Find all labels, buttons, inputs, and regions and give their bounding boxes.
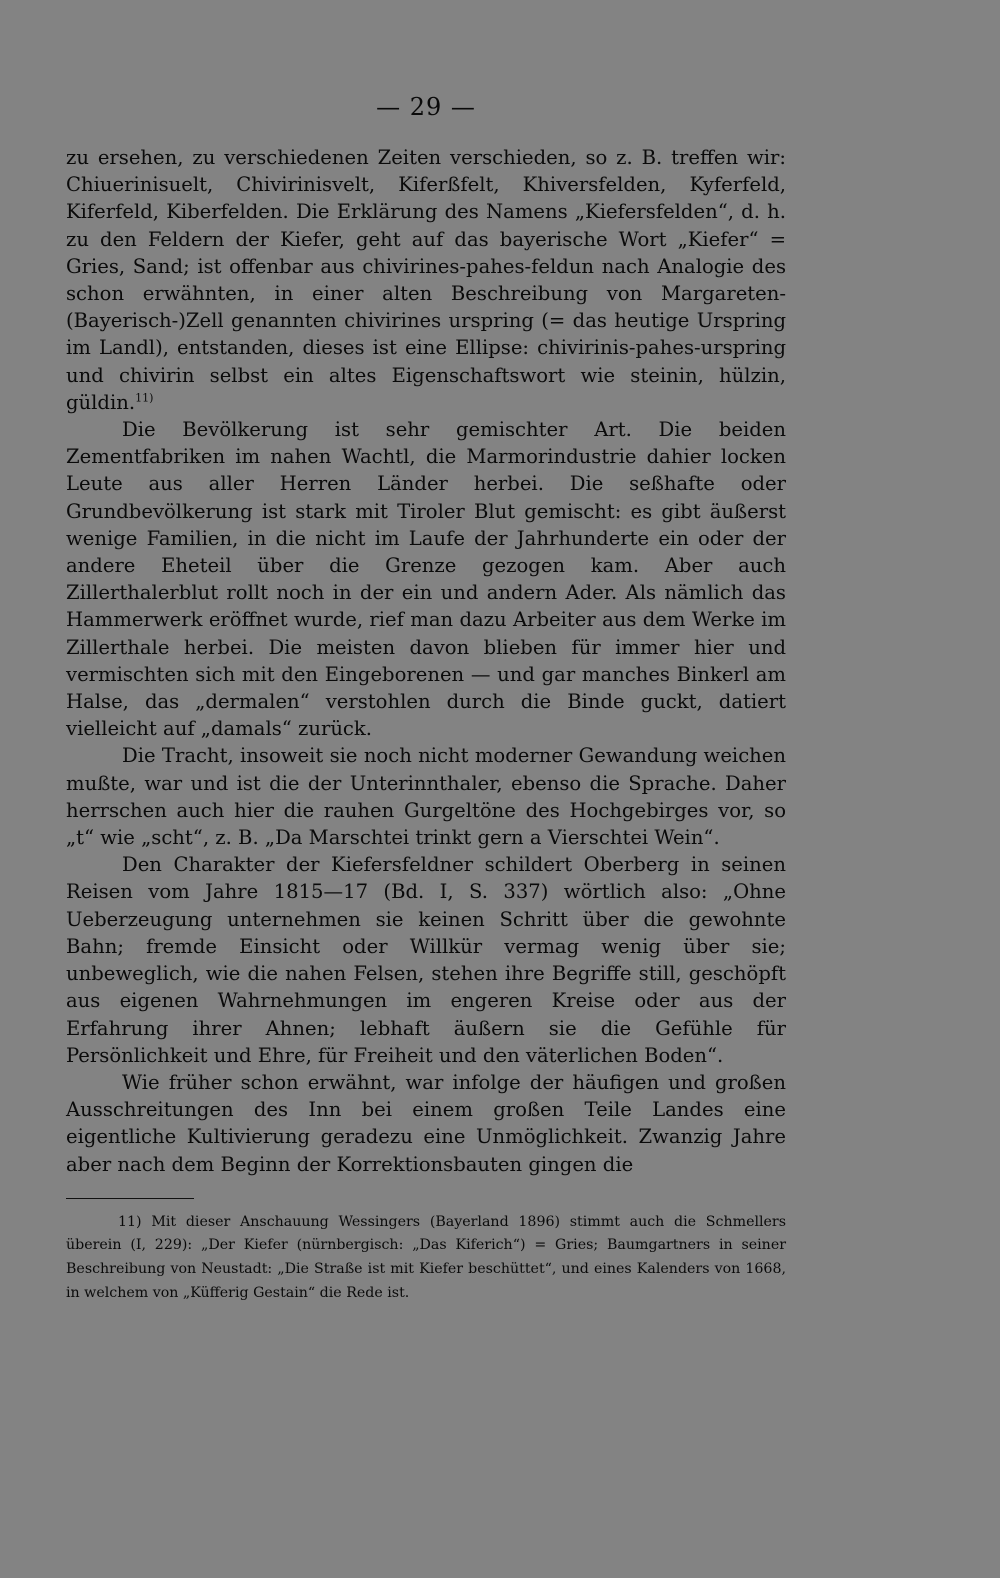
paragraph-1-text: zu ersehen, zu verschiedenen Zeiten verschieden, so z. B. treffen wir: Chiuerinisuelt, Chivirinisvelt, Kiferßfelt, Khiversfelden, Kyferfeld, Kiferfeld, Kiberfelden. Die Erklärung des Namens „Kiefersfelden“, d. h. zu den Feldern der Kiefer, geht auf das bayerische Wort „Kiefer“ = Gries, Sand; ist offenbar aus chivirines-pahes-feldun nach Analogie des schon erwähnten, in einer alten Beschreibung von Margareten-(Bayerisch-)Zell genannten chivirines urspring (= das heutige Urspring im Landl), entstanden, dieses ist eine Ellipse: chivirinis-pahes-urspring und chivirin selbst ein altes Eigenschaftswort wie steinin, hülzin, güldin.	[66, 146, 786, 414]
book-page	[66, 92, 786, 1305]
footnote-reference: 11)	[135, 391, 154, 405]
paragraph-5: Wie früher schon erwähnt, war infolge der häufigen und großen Ausschreitungen des Inn bei einem großen Teile Landes eine eigentliche Kultivierung geradezu eine Unmöglichkeit. Zwanzig Jahre aber nach dem Beginn der Korrektionsbauten gingen die	[66, 1070, 786, 1176]
paragraph-1	[66, 144, 786, 416]
body-text	[66, 144, 786, 1178]
paragraph-3: Die Tracht, insoweit sie noch nicht moderner Gewandung weichen mußte, war und ist die der Unterinnthaler, ebenso die Sprache. Daher herrschen auch hier die rauhen Gurgeltöne des Hochgebirges vor, so „t“ wie „scht“, z. B. „Da Marschtei trinkt gern a Vierschtei Wein“.	[66, 744, 786, 850]
paragraph-4: Den Charakter der Kiefersfeldner schildert Oberberg in seinen Reisen vom Jahre 1815—17 (Bd. I, S. 337) wörtlich also: „Ohne Ueberzeugung unternehmen sie keinen Schritt über die gewohnte Bahn; fremde Einsicht oder Willkür vermag wenig über sie; unbeweglich, wie die nahen Felsen, stehen ihre Begriffe still, geschöpft aus eigenen Wahrnehmungen im engeren Kreise oder aus der Erfahrung ihrer Ahnen; lebhaft äußern sie die Gefühle für Persönlichkeit und Ehre, für Freiheit und den väterlichen Boden“.	[66, 853, 786, 1067]
footnote: 11) Mit dieser Anschauung Wessingers (Bayerland 1896) stimmt auch die Schmellers überein (I, 229): „Der Kiefer (nürnbergisch: „Das Kiferich“) = Gries; Baumgartners in seiner Beschreibung von Neustadt: „Die Straße ist mit Kiefer beschüttet“, und eines Kalenders von 1668, in welchem von „Küfferig Gestain“ die Rede ist.	[66, 1213, 786, 1301]
page-number: — 29 —	[376, 93, 476, 121]
paragraph-2: Die Bevölkerung ist sehr gemischter Art. Die beiden Zementfabriken im nahen Wachtl, die Marmorindustrie dahier locken Leute aus aller Herren Länder herbei. Die seßhafte oder Grundbevölkerung ist stark mit Tiroler Blut gemischt: es gibt äußerst wenige Familien, in die nicht im Laufe der Jahrhunderte ein oder der andere Eheteil über die Grenze gezogen kam. Aber auch Zillerthalerblut rollt noch in der ein und andern Ader. Als nämlich das Hammerwerk eröffnet wurde, rief man dazu Arbeiter aus dem Werke im Zillerthale herbei. Die meisten davon blieben für immer hier und vermischten sich mit den Eingeborenen — und gar manches Binkerl am Halse, das „dermalen“ verstohlen durch die Binde guckt, datiert vielleicht auf „damals“ zurück.	[66, 418, 786, 741]
footnote-divider	[66, 1198, 194, 1199]
